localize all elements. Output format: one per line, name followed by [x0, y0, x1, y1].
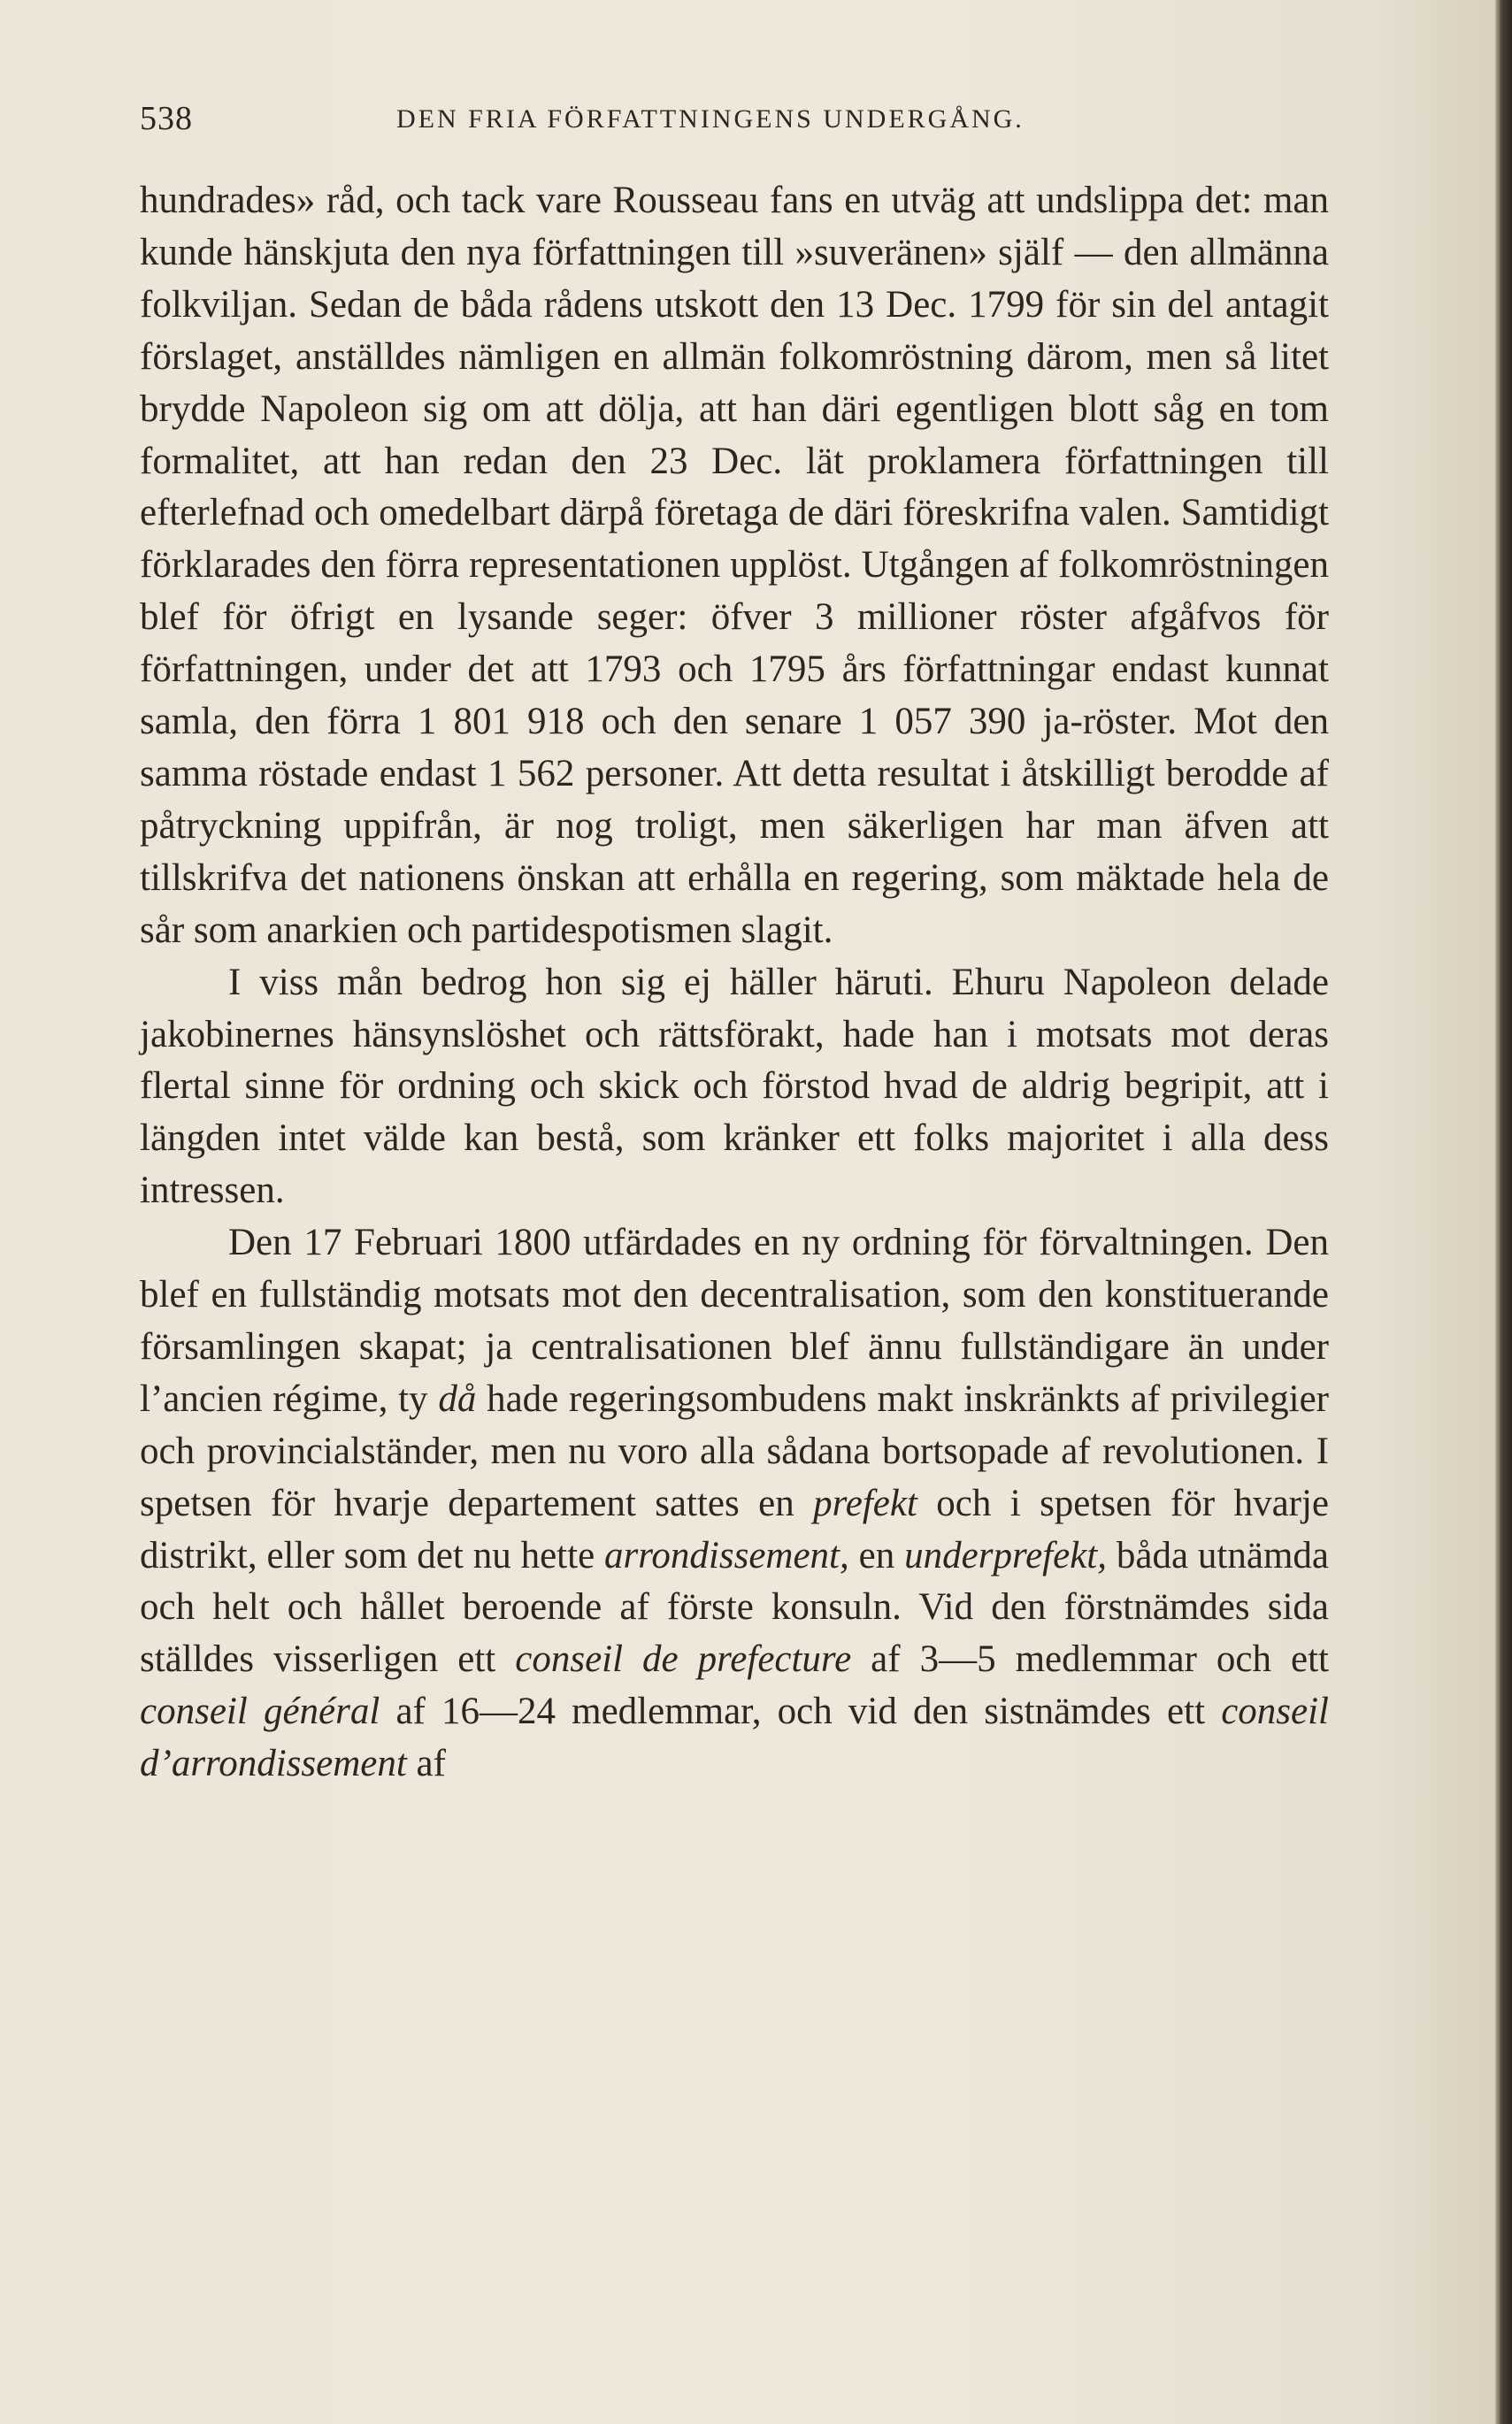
italic-text: då	[438, 1377, 477, 1420]
text-run: en	[848, 1534, 905, 1576]
page-number: 538	[140, 100, 193, 137]
paragraph	[140, 957, 1329, 1218]
page-header	[140, 99, 1325, 152]
italic-text: conseil général	[140, 1691, 380, 1733]
text-run: af 16—24 medlemmar, och vid den sistnämdes ett	[380, 1691, 1222, 1733]
paragraph	[140, 1217, 1329, 1791]
text-run: hade regeringsombudens makt inskränkts af privilegier och provincialständer, men nu voro alla sådana bortsopade af revolutionen. I spetsen för hvarje departement sattes en	[140, 1377, 1329, 1524]
text-run: af 3—5 medlemmar och ett	[851, 1638, 1329, 1681]
running-title: DEN FRIA FÖRFATTNINGENS UNDERGÅNG.	[396, 104, 1025, 134]
italic-text: conseil d’arrondissement	[140, 1691, 1329, 1785]
text-run: I viss mån bedrog hon sig ej häller häruti. Ehuru Napoleon delade jakobinernes hänsynslöshet och rättsförakt, hade han i motsats mot deras flertal sinne för ordning och skick och förstod hvad de aldrig begripit, att i längden intet välde kan bestå, som kränker ett folks majoritet i alla dess intressen.	[140, 961, 1329, 1212]
text-run: och i spetsen för hvarje distrikt, eller som det nu hette	[140, 1482, 1330, 1576]
text-run: af	[406, 1743, 446, 1785]
italic-text: conseil de prefecture	[515, 1638, 852, 1681]
page-binding-edge	[1495, 0, 1512, 2424]
text-run: Den 17 Februari 1800 utfärdades en ny ordning för förvaltningen. Den blef en fullständig motsats mot den decentralisation, som den konstituerande församlingen skapat; ja centralisationen blef ännu fullständigare än under l’ancien régime, ty	[140, 1222, 1329, 1420]
text-run: hundrades» råd, och tack vare Rousseau fans en utväg att undslippa det: man kunde hänskjuta den nya författningen till »suveränen» själf — den allmänna folkviljan. Sedan de båda rådens utskott den 13 Dec. 1799 för sin del antagit förslaget, anställdes nämligen en allmän folkomröstning därom, men så litet brydde Napoleon sig om att dölja, att han däri egentligen blott såg en tom formalitet, att han redan den 23 Dec. lät proklamera författningen till efterlefnad och omedelbart därpå företaga de däri föreskrifna valen. Samtidigt förklarades den förra representationen upplöst. Utgången af folkomröstningen blef för öfrigt en lysande seger: öfver 3 millioner röster afgåfvos för författningen, under det att 1793 och 1795 års författningar endast kunnat samla, den förra 1 801 918 och den senare 1 057 390 ja-röster. Mot den samma röstade endast 1 562 personer. Att detta resultat i åtskilligt berodde af påtryckning uppifrån, är nog troligt, men säkerligen har man äfven att tillskrifva det nationens önskan att erhålla en regering, som mäktade hela de sår som anarkien och partidespotismen slagit.	[140, 180, 1329, 951]
italic-text: arrondissement,	[604, 1534, 849, 1576]
paragraph	[140, 175, 1329, 957]
italic-text: prefekt	[813, 1482, 917, 1524]
body-text	[140, 175, 1329, 1791]
italic-text: underprefekt,	[904, 1534, 1107, 1576]
text-run: båda utnämda och helt och hållet beroende af förste konsuln. Vid den förstnämdes sida ställdes visserligen ett	[140, 1534, 1329, 1681]
